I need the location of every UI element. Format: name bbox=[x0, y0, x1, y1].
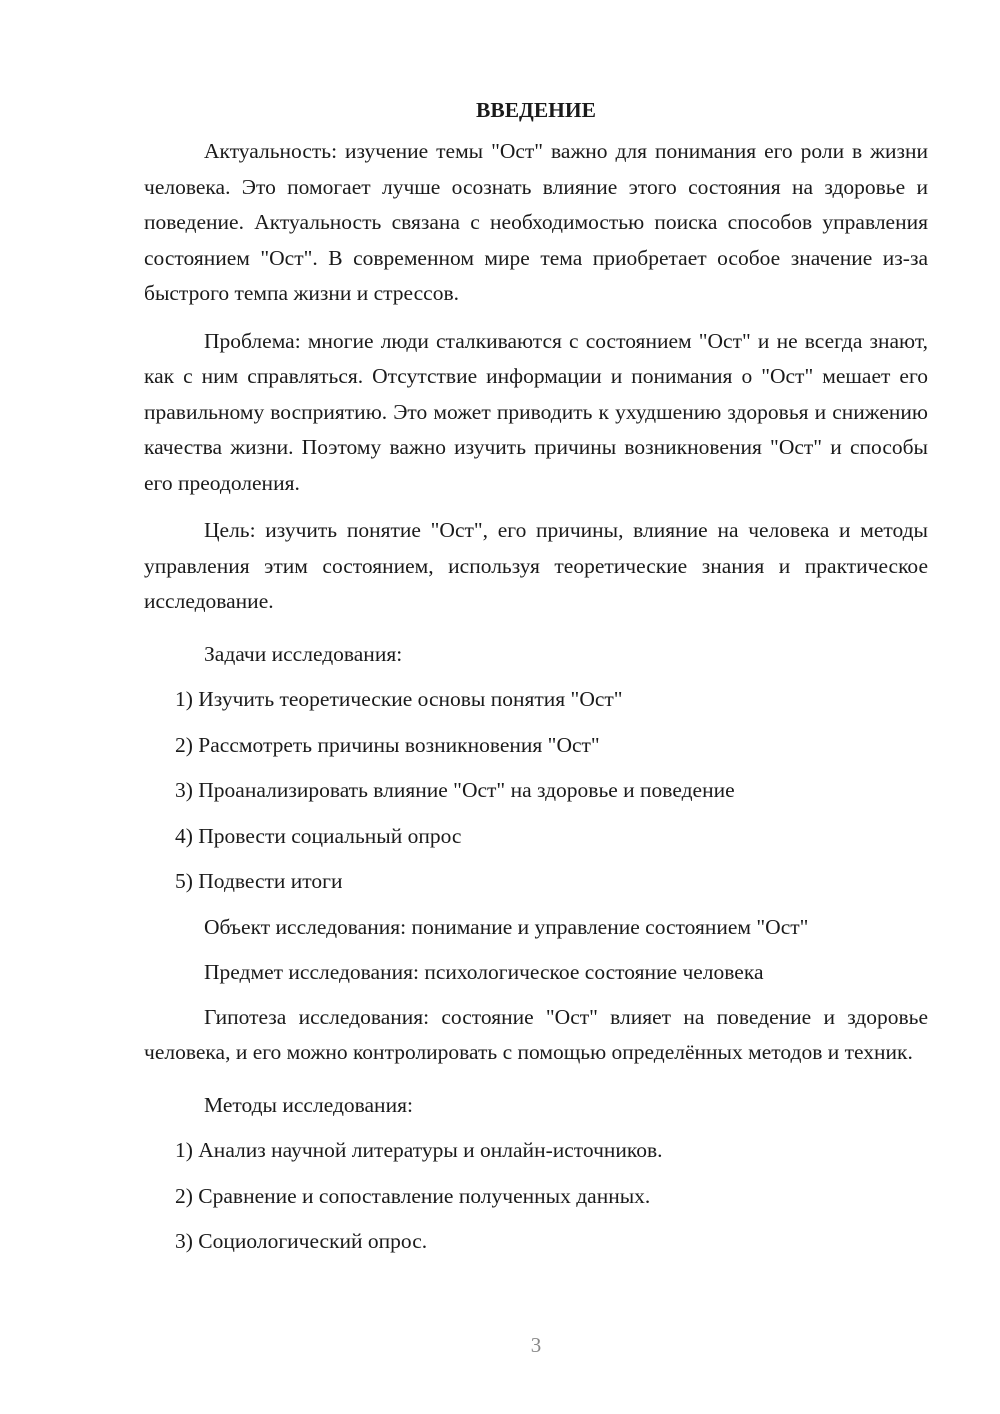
method-item-1: 1) Анализ научной литературы и онлайн-источников. bbox=[175, 1138, 663, 1162]
page-title: ВВЕДЕНИЕ bbox=[476, 98, 596, 122]
page-number: 3 bbox=[530, 1333, 542, 1357]
task-item-3: 3) Проанализировать влияние "Ост" на здоровье и поведение bbox=[175, 778, 735, 802]
hypothesis-paragraph: Гипотеза исследования: состояние "Ост" влияет на поведение и здоровье человека, и его можно контролировать с помощью определённых методов и техник. bbox=[144, 1004, 928, 1064]
object-line: Объект исследования: понимание и управление состоянием "Ост" bbox=[204, 914, 809, 939]
task-item-5: 5) Подвести итоги bbox=[175, 869, 343, 893]
task-item-2: 2) Рассмотреть причины возникновения "Ост" bbox=[175, 732, 600, 757]
method-item-2: 2) Сравнение и сопоставление полученных данных. bbox=[175, 1183, 651, 1208]
method-item-3: 3) Социологический опрос. bbox=[175, 1229, 428, 1253]
relevance-paragraph: Актуальность: изучение темы "Ост" важно для понимания его роли в жизни человека. Это помогает лучше осознать влияние этого состояния на здоровье и поведение. Актуальность связана с необходимостью поиска способов управления состоянием "Ост". В современном мире тема приобретает особое значение из-за быстрого темпа жизни и стрессов. bbox=[144, 139, 928, 305]
problem-paragraph: Проблема: многие люди сталкиваются с состоянием "Ост" и не всегда знают, как с ним справляться. Отсутствие информации и понимания о "Ост" мешает его правильному восприятию. Это может приводить к ухудшению здоровья и снижению качества жизни. Поэтому важно изучить причины возникновения "Ост" и способы его преодоления. bbox=[144, 328, 928, 495]
methods-heading: Методы исследования: bbox=[204, 1092, 413, 1117]
tasks-heading: Задачи исследования: bbox=[204, 641, 403, 666]
goal-paragraph: Цель: изучить понятие "Ост", его причины, влияние на человека и методы управления этим состоянием, используя теоретические знания и практическое исследование. bbox=[144, 518, 928, 613]
subject-line: Предмет исследования: психологическое состояние человека bbox=[204, 960, 764, 984]
task-item-1: 1) Изучить теоретические основы понятия "Ост" bbox=[175, 687, 623, 711]
task-item-4: 4) Провести социальный опрос bbox=[175, 823, 462, 848]
